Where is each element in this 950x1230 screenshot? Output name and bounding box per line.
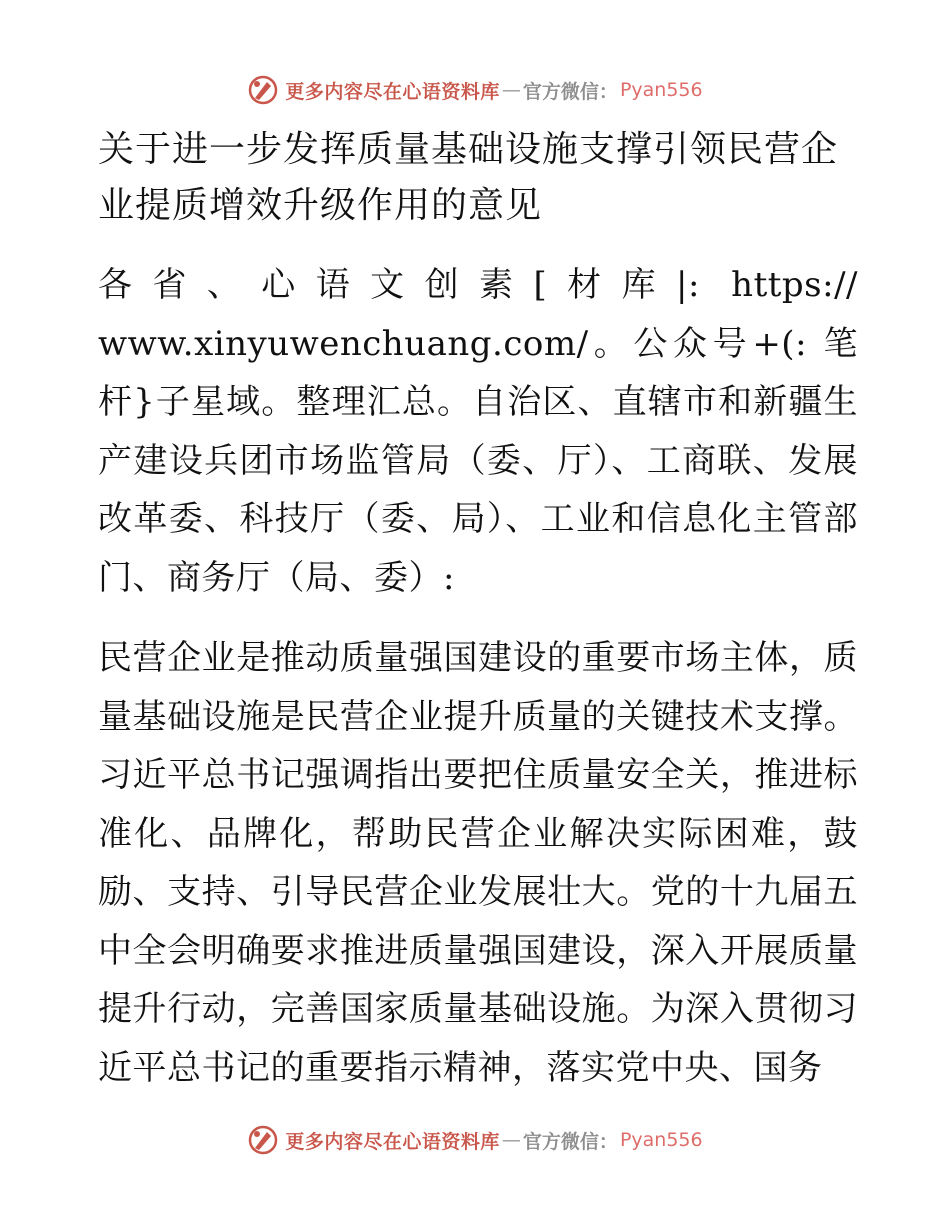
header-watermark xyxy=(0,70,950,110)
watermark-official-label: 官方微信： xyxy=(522,80,618,103)
watermark-wechat-id: Pyan556 xyxy=(619,1129,703,1151)
watermark-separator: — xyxy=(501,79,521,101)
footer-watermark xyxy=(0,1120,950,1160)
pen-logo-icon xyxy=(247,74,279,106)
watermark-text: 更多内容尽在心语资料库 xyxy=(285,80,500,103)
addressee-paragraph: 各省、心语文创素[材库|: https:// www.xinyuwenchuang.com/。公众号+(: 笔杆}子星域。整理汇总。自治区、直辖市和新疆生产建设兵团市场监管局（委、厅）、工商联、发展改革委、科技厅（委、局）、工业和信息化主管部门、商务厅（局、委）: xyxy=(98,265,858,598)
watermark-official-label: 官方微信： xyxy=(522,1130,618,1153)
body-paragraph: 民营企业是推动质量强国建设的重要市场主体，质量基础设施是民营企业提升质量的关键技术支撑。习近平总书记强调指出要把住质量安全关，推进标准化、品牌化，帮助民营企业解决实际困难，鼓励、支持、引导民营企业发展壮大。党的十九届五中全会明确要求推进质量强国建设，深入开展质量提升行动，完善国家质量基础设施。为深入贯彻习近平总书记的重要指示精神，落实党中央、国务 xyxy=(98,638,858,1088)
document-body xyxy=(98,122,858,1097)
pen-logo-icon xyxy=(247,1124,279,1156)
watermark-wechat-id: Pyan556 xyxy=(619,79,703,101)
watermark-text: 更多内容尽在心语资料库 xyxy=(285,1130,500,1153)
document-title: 关于进一步发挥质量基础设施支撑引领民营企业提质增效升级作用的意见 xyxy=(98,129,839,226)
watermark-separator: — xyxy=(501,1129,521,1151)
